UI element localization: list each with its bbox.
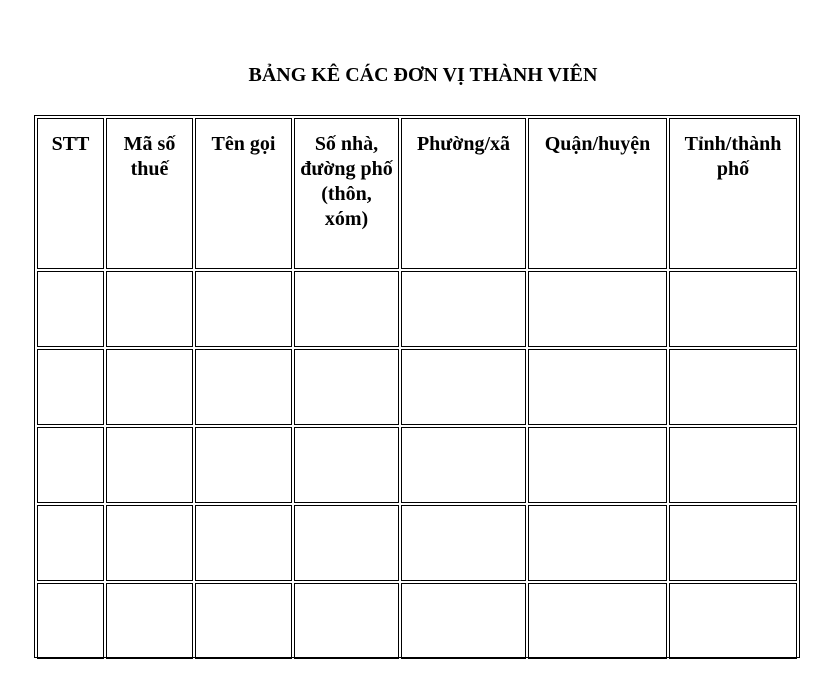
table-row: [37, 583, 797, 659]
column-header-stt: STT: [37, 118, 104, 269]
table-cell[interactable]: [195, 427, 292, 503]
table-cell[interactable]: [195, 583, 292, 659]
table-cell[interactable]: [294, 349, 399, 425]
table-cell[interactable]: [401, 427, 526, 503]
table-row: [37, 505, 797, 581]
table-cell[interactable]: [528, 583, 667, 659]
table-cell[interactable]: [669, 583, 797, 659]
column-header-tax-code: Mã số thuế: [106, 118, 193, 269]
table-row: [37, 271, 797, 347]
table-cell[interactable]: [528, 427, 667, 503]
column-header-district: Quận/huyện: [528, 118, 667, 269]
column-header-name: Tên gọi: [195, 118, 292, 269]
table-cell[interactable]: [294, 427, 399, 503]
table-cell[interactable]: [37, 271, 104, 347]
table-cell[interactable]: [669, 505, 797, 581]
table-cell[interactable]: [106, 583, 193, 659]
table-cell[interactable]: [106, 505, 193, 581]
table-cell[interactable]: [37, 583, 104, 659]
table-cell[interactable]: [401, 349, 526, 425]
table-cell[interactable]: [401, 505, 526, 581]
header-row: [37, 118, 797, 269]
table-cell[interactable]: [195, 349, 292, 425]
table-cell[interactable]: [294, 583, 399, 659]
table-cell[interactable]: [294, 505, 399, 581]
table-cell[interactable]: [528, 505, 667, 581]
table-row: [37, 349, 797, 425]
member-units-table: [35, 116, 799, 661]
table-cell[interactable]: [294, 271, 399, 347]
column-header-province: Tỉnh/thành phố: [669, 118, 797, 269]
table-cell[interactable]: [37, 349, 104, 425]
table-cell[interactable]: [106, 271, 193, 347]
page-title: BẢNG KÊ CÁC ĐƠN VỊ THÀNH VIÊN: [248, 64, 598, 86]
table-cell[interactable]: [401, 583, 526, 659]
table-cell[interactable]: [528, 349, 667, 425]
table-row: [37, 427, 797, 503]
table-cell[interactable]: [528, 271, 667, 347]
member-units-table-frame: [34, 115, 800, 658]
table-cell[interactable]: [669, 349, 797, 425]
table-cell[interactable]: [669, 427, 797, 503]
table-cell[interactable]: [195, 271, 292, 347]
table-cell[interactable]: [401, 271, 526, 347]
column-header-street-address: Số nhà, đường phố (thôn, xóm): [294, 118, 399, 269]
column-header-ward: Phường/xã: [401, 118, 526, 269]
table-cell[interactable]: [37, 505, 104, 581]
table-cell[interactable]: [195, 505, 292, 581]
table-cell[interactable]: [106, 427, 193, 503]
table-cell[interactable]: [106, 349, 193, 425]
table-cell[interactable]: [669, 271, 797, 347]
table-cell[interactable]: [37, 427, 104, 503]
